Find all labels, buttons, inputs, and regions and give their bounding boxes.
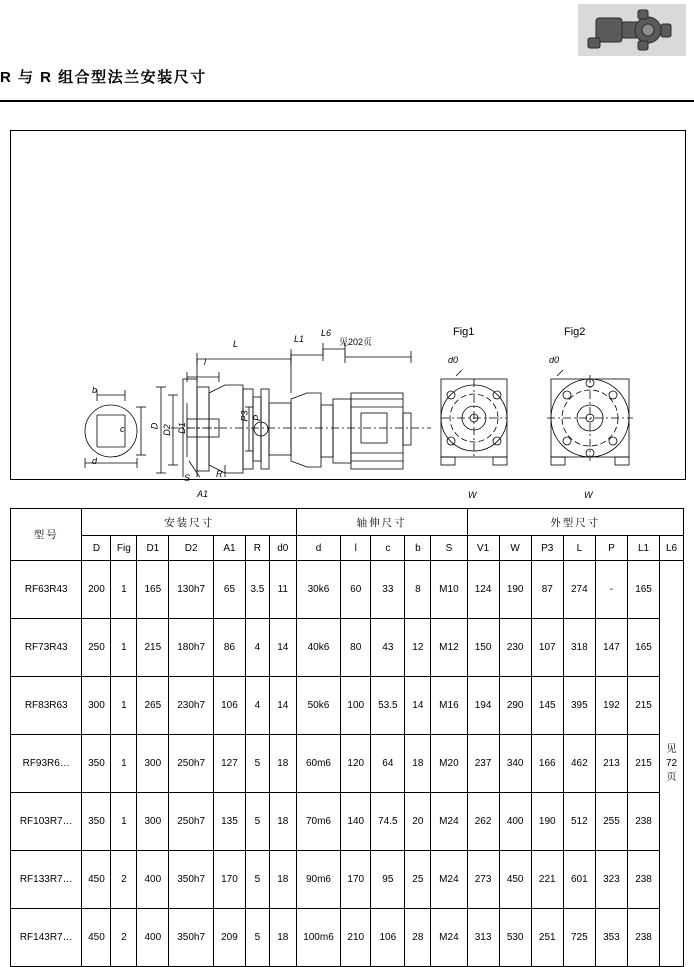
cell-Fig: 1	[111, 619, 137, 677]
dim-label-D: D	[149, 422, 160, 430]
cell-d0: 18	[269, 909, 296, 967]
technical-drawing-panel	[10, 130, 686, 500]
table-group-header-row	[11, 509, 684, 536]
cell-D1: 265	[137, 677, 169, 735]
cell-d0: 18	[269, 851, 296, 909]
page-title: R 与 R 组合型法兰安装尺寸	[0, 69, 207, 86]
dim-label-b: b	[92, 385, 98, 395]
cell-V1: 262	[467, 793, 499, 851]
col-A1: A1	[213, 536, 245, 561]
cell-d: 70m6	[296, 793, 341, 851]
cell-model: RF143R7…	[11, 909, 82, 967]
cell-R: 4	[246, 677, 270, 735]
cell-D: 450	[82, 909, 111, 967]
cell-l: 100	[341, 677, 371, 735]
cell-R: 5	[246, 851, 270, 909]
cell-Fig: 1	[111, 735, 137, 793]
cell-W: 450	[499, 851, 531, 909]
cell-P: 255	[595, 793, 627, 851]
dim-label-d0-fig2: d0	[549, 355, 560, 365]
cell-b: 25	[405, 851, 431, 909]
col-l: l	[341, 536, 371, 561]
cell-L: 725	[563, 909, 595, 967]
figure-label-fig1: Fig1	[453, 326, 475, 338]
cell-D2: 250h7	[169, 793, 214, 851]
cell-l: 170	[341, 851, 371, 909]
cell-L1: 165	[627, 619, 659, 677]
cell-P: -	[595, 561, 627, 619]
cell-V1: 237	[467, 735, 499, 793]
motor-body	[351, 393, 403, 469]
col-d: d	[296, 536, 341, 561]
cell-A1: 86	[213, 619, 245, 677]
cell-d0: 14	[269, 677, 296, 735]
cell-L1: 215	[627, 735, 659, 793]
cell-P: 147	[595, 619, 627, 677]
cell-D: 250	[82, 619, 111, 677]
cell-D: 450	[82, 851, 111, 909]
cell-D1: 300	[137, 735, 169, 793]
cell-S: M24	[431, 909, 467, 967]
col-c: c	[371, 536, 405, 561]
shaft-section-circle	[85, 405, 137, 457]
gear-housing	[209, 385, 243, 473]
cell-b: 12	[405, 619, 431, 677]
dim-label-D1: D1	[176, 422, 187, 434]
cell-Fig: 2	[111, 909, 137, 967]
col-D1: D1	[137, 536, 169, 561]
cell-P3: 190	[531, 793, 563, 851]
cell-L: 512	[563, 793, 595, 851]
cell-V1: 124	[467, 561, 499, 619]
cell-d0: 14	[269, 619, 296, 677]
cell-c: 43	[371, 619, 405, 677]
cell-c: 64	[371, 735, 405, 793]
cell-R: 3.5	[246, 561, 270, 619]
cell-d: 40k6	[296, 619, 341, 677]
col-D: D	[82, 536, 111, 561]
table-body	[11, 561, 684, 967]
dimensions-table	[10, 508, 684, 967]
cell-c: 74.5	[371, 793, 405, 851]
cell-P3: 145	[531, 677, 563, 735]
cell-L1: 238	[627, 909, 659, 967]
cell-A1: 209	[213, 909, 245, 967]
cell-V1: 194	[467, 677, 499, 735]
cell-d: 50k6	[296, 677, 341, 735]
cell-L1: 165	[627, 561, 659, 619]
cell-P3: 251	[531, 909, 563, 967]
cell-D: 350	[82, 735, 111, 793]
gear-motor-icon	[578, 4, 686, 56]
col-S: S	[431, 536, 467, 561]
cell-P: 213	[595, 735, 627, 793]
col-Fig: Fig	[111, 536, 137, 561]
cell-A1: 127	[213, 735, 245, 793]
cell-S: M16	[431, 677, 467, 735]
dim-label-W-fig2: W	[584, 490, 593, 500]
cell-L: 601	[563, 851, 595, 909]
cell-c: 106	[371, 909, 405, 967]
dim-label-A1: A1	[197, 489, 209, 499]
cell-W: 530	[499, 909, 531, 967]
cell-l: 210	[341, 909, 371, 967]
cell-b: 20	[405, 793, 431, 851]
table-row	[11, 851, 684, 909]
dim-label-R: R	[216, 469, 223, 479]
cell-l: 60	[341, 561, 371, 619]
cell-model: RF103R7…	[11, 793, 82, 851]
cell-model: RF93R6…	[11, 735, 82, 793]
cell-d: 30k6	[296, 561, 341, 619]
dim-label-d0-fig1: d0	[448, 355, 459, 365]
cell-d: 90m6	[296, 851, 341, 909]
cell-L1: 238	[627, 793, 659, 851]
cell-S: M20	[431, 735, 467, 793]
cell-V1: 150	[467, 619, 499, 677]
dim-label-page-ref: 见202页	[339, 337, 373, 347]
dim-label-P3: P3	[239, 410, 250, 422]
cell-P: 192	[595, 677, 627, 735]
cell-V1: 273	[467, 851, 499, 909]
table-row	[11, 909, 684, 967]
col-b: b	[405, 536, 431, 561]
cell-L: 462	[563, 735, 595, 793]
cell-L: 274	[563, 561, 595, 619]
cell-D: 200	[82, 561, 111, 619]
cell-L1: 215	[627, 677, 659, 735]
dim-label-L: L	[233, 339, 239, 349]
cell-Fig: 1	[111, 561, 137, 619]
cell-D2: 350h7	[169, 909, 214, 967]
cell-c: 53.5	[371, 677, 405, 735]
cell-D: 350	[82, 793, 111, 851]
cell-D2: 250h7	[169, 735, 214, 793]
cell-d0: 11	[269, 561, 296, 619]
dim-label-P: P	[252, 414, 263, 422]
cell-Fig: 2	[111, 851, 137, 909]
col-L: L	[563, 536, 595, 561]
cell-D2: 180h7	[169, 619, 214, 677]
cell-W: 400	[499, 793, 531, 851]
gearbox-assembly-drawing	[11, 131, 683, 477]
cell-model: RF83R63	[11, 677, 82, 735]
col-W: W	[499, 536, 531, 561]
col-P3: P3	[531, 536, 563, 561]
table-row	[11, 677, 684, 735]
dim-label-l: l	[204, 357, 206, 367]
cell-b: 14	[405, 677, 431, 735]
cell-c: 33	[371, 561, 405, 619]
col-group-mounting: 安装尺寸	[82, 509, 296, 536]
cell-W: 290	[499, 677, 531, 735]
cell-P: 353	[595, 909, 627, 967]
cell-P3: 107	[531, 619, 563, 677]
dim-label-L6: L6	[321, 328, 332, 338]
cell-model: RF73R43	[11, 619, 82, 677]
cell-model: RF133R7…	[11, 851, 82, 909]
table-row	[11, 561, 684, 619]
dim-label-c: c	[120, 424, 125, 434]
cell-R: 4	[246, 619, 270, 677]
cell-L6-note: 见 72 页	[660, 561, 684, 967]
cell-A1: 170	[213, 851, 245, 909]
cell-R: 5	[246, 909, 270, 967]
cell-S: M12	[431, 619, 467, 677]
cell-S: M24	[431, 793, 467, 851]
col-group-model: 型号	[11, 509, 82, 561]
cell-model: RF63R43	[11, 561, 82, 619]
table-row	[11, 735, 684, 793]
cell-D2: 230h7	[169, 677, 214, 735]
cell-W: 230	[499, 619, 531, 677]
cell-P: 323	[595, 851, 627, 909]
cell-W: 340	[499, 735, 531, 793]
cell-c: 95	[371, 851, 405, 909]
cell-A1: 135	[213, 793, 245, 851]
table-row	[11, 793, 684, 851]
cell-W: 190	[499, 561, 531, 619]
cell-b: 28	[405, 909, 431, 967]
cell-L: 318	[563, 619, 595, 677]
col-d0: d0	[269, 536, 296, 561]
cell-d: 60m6	[296, 735, 341, 793]
cell-D2: 130h7	[169, 561, 214, 619]
col-D2: D2	[169, 536, 214, 561]
cell-D1: 215	[137, 619, 169, 677]
cell-S: M10	[431, 561, 467, 619]
figure-label-fig2: Fig2	[564, 326, 586, 338]
cell-l: 80	[341, 619, 371, 677]
cell-D1: 400	[137, 909, 169, 967]
cell-R: 5	[246, 793, 270, 851]
dim-label-d: d	[92, 456, 98, 466]
cell-l: 140	[341, 793, 371, 851]
dim-label-D2: D2	[161, 424, 172, 436]
title-divider	[0, 100, 694, 102]
cell-P3: 221	[531, 851, 563, 909]
cell-d0: 18	[269, 735, 296, 793]
dim-label-L1: L1	[294, 334, 305, 344]
cell-Fig: 1	[111, 677, 137, 735]
cell-D: 300	[82, 677, 111, 735]
cell-D2: 350h7	[169, 851, 214, 909]
dim-label-S: S	[184, 473, 191, 483]
col-group-shaft: 轴伸尺寸	[296, 509, 467, 536]
cell-V1: 313	[467, 909, 499, 967]
cell-L: 395	[563, 677, 595, 735]
table-row	[11, 619, 684, 677]
cell-A1: 106	[213, 677, 245, 735]
cell-l: 120	[341, 735, 371, 793]
cell-d0: 18	[269, 793, 296, 851]
cell-L1: 238	[627, 851, 659, 909]
col-V1: V1	[467, 536, 499, 561]
cell-D1: 400	[137, 851, 169, 909]
col-L6: L6	[660, 536, 684, 561]
col-L1: L1	[627, 536, 659, 561]
cell-b: 18	[405, 735, 431, 793]
table-column-header-row	[11, 536, 684, 561]
gear-motor-logo	[578, 4, 686, 56]
col-R: R	[246, 536, 270, 561]
cell-A1: 65	[213, 561, 245, 619]
cell-S: M24	[431, 851, 467, 909]
cell-R: 5	[246, 735, 270, 793]
col-P: P	[595, 536, 627, 561]
cell-d: 100m6	[296, 909, 341, 967]
cell-P3: 87	[531, 561, 563, 619]
cell-D1: 300	[137, 793, 169, 851]
cell-D1: 165	[137, 561, 169, 619]
cell-b: 8	[405, 561, 431, 619]
cell-Fig: 1	[111, 793, 137, 851]
dim-label-W-fig1: W	[468, 490, 477, 500]
cell-P3: 166	[531, 735, 563, 793]
col-group-overall: 外型尺寸	[467, 509, 683, 536]
